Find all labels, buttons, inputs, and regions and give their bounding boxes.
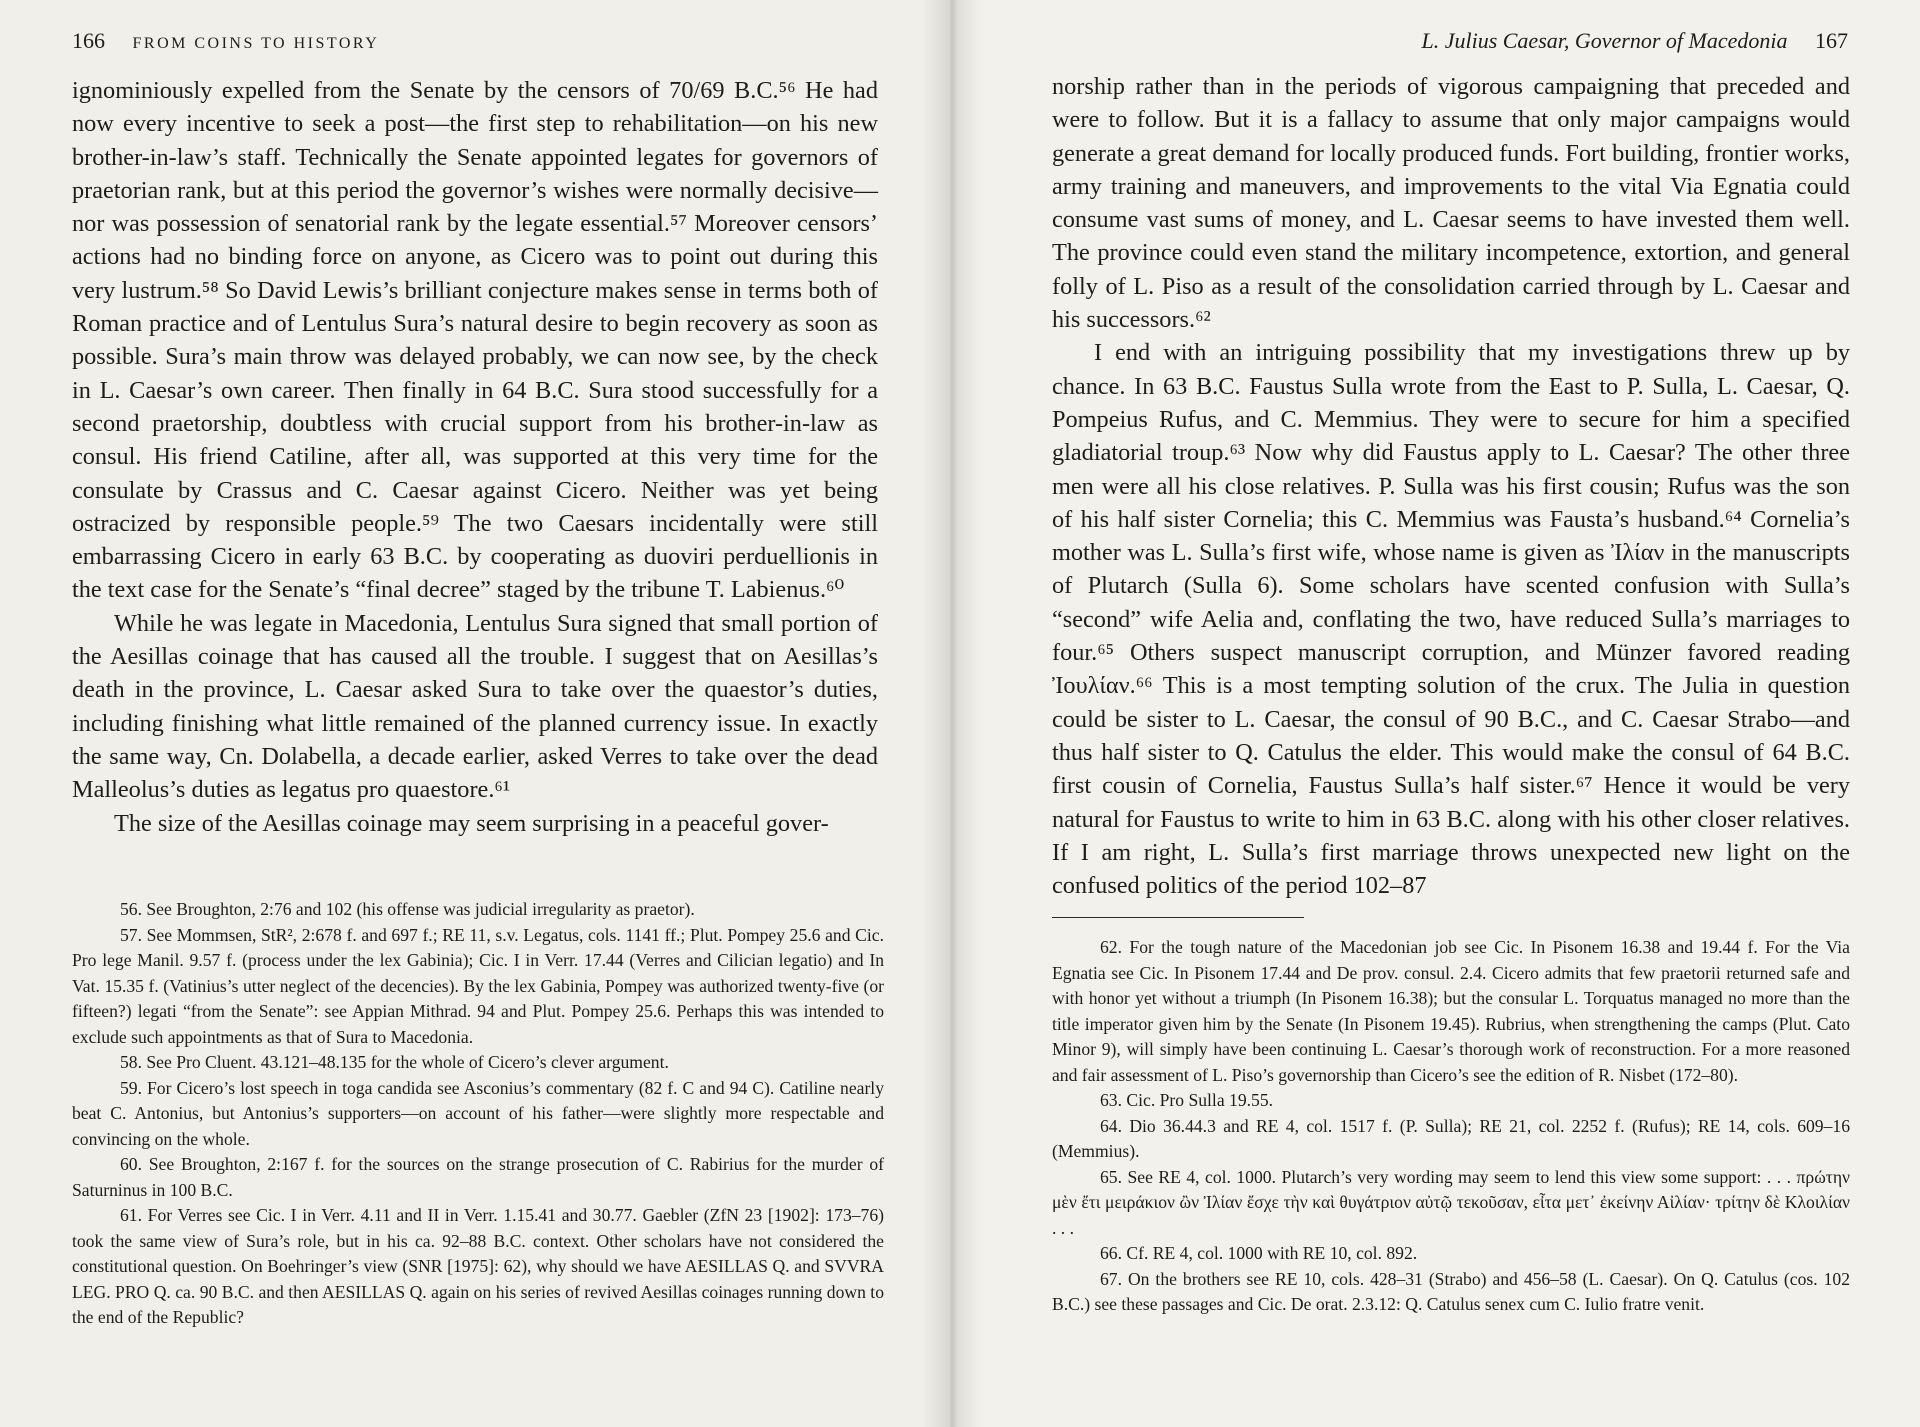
footnote: 56. See Broughton, 2:76 and 102 (his offense was judicial irregularity as praetor).: [120, 899, 695, 919]
footnote: 66. Cf. RE 4, col. 1000 with RE 10, col. 892.: [1100, 1243, 1418, 1263]
right-footnotes: [1052, 935, 1850, 1318]
footnote: 61. For Verres see Cic. I in Verr. 4.11 and II in Verr. 1.15.41 and 30.77. Gaebler (ZfN 23 [1902]: 173–76) took the same view of Sura’s role, but in his ca. 92–88 B.C. context. Other scholars have not considered the constitutional question. On Boehringer’s view (SNR [1975]: 62), why should we have AESILLAS Q. and SVVRA LEG. PRO Q. ca. 90 B.C. and then AESILLAS Q. again on his series of revived Aesillas coinages running down to the end of the Republic?: [72, 1205, 884, 1327]
footnote: 60. See Broughton, 2:167 f. for the sources on the strange prosecution of C. Rabirius for the murder of Saturninus in 100 B.C.: [72, 1154, 884, 1200]
body-paragraph: The size of the Aesillas coinage may seem surprising in a peaceful gover-: [114, 809, 829, 837]
footnote: 67. On the brothers see RE 10, cols. 428–31 (Strabo) and 456–58 (L. Caesar). On Q. Catulus (cos. 102 B.C.) see these passages and Cic. De orat. 2.3.12: Q. Catulus senex cum C. Iulio fratre venit.: [1052, 1268, 1850, 1314]
footnote: 65. See RE 4, col. 1000. Plutarch’s very wording may seem to lend this view some support: . . . πρώτην μὲν ἔτι μειράκιον ὢν Ἰλίαν ἔσχε τὴν καὶ θυγάτριον αὐτῷ τεκοῦσαν, εἶτα μετ᾽ ἐκείνην Αἰλίαν· τρίτην δὲ Κλοιλίαν . . .: [1052, 1166, 1850, 1238]
body-paragraph: I end with an intriguing possibility that my investigations threw up by chance. In 63 B.C. Faustus Sulla wrote from the East to P. Sulla, L. Caesar, Q. Pompeius Rufus, and C. Memmius. They were to secure for him a specified gladiatorial troup.⁶³ Now why did Faustus apply to L. Caesar? The other three men were all his close relatives. P. Sulla was his first cousin; Rufus was the son of his half sister Cornelia; this C. Memmius was Fausta’s husband.⁶⁴ Cornelia’s mother was L. Sulla’s first wife, whose name is given as Ἰλίαν in the manuscripts of Plutarch (Sulla 6). Some scholars have scented confusion with Sulla’s “second” wife Aelia and, conflating the two, have reduced Sulla’s marriages to four.⁶⁵ Others suspect manuscript corruption, and Münzer favored reading Ἰουλίαν.⁶⁶ This is a most tempting solution of the crux. The Julia in question could be sister to L. Caesar, the consul of 90 B.C., and C. Caesar Strabo—and thus half sister to Q. Catulus the elder. This would make the consul of 64 B.C. first cousin of Cornelia, Faustus Sulla’s half sister.⁶⁷ Hence it would be very natural for Faustus to write to him in 63 B.C. along with his other closer relatives. If I am right, L. Sulla’s first marriage throws unexpected new light on the confused politics of the period 102–87: [1052, 339, 1850, 900]
footnote-rule: [1052, 917, 1304, 918]
body-paragraph: ignominiously expelled from the Senate by the censors of 70/69 B.C.⁵⁶ He had now every incentive to seek a post—the first step to rehabilitation—on his new brother-in-law’s staff. Technically the Senate appointed legates for governors of praetorian rank, but at this period the governor’s wishes were normally decisive—nor was possession of senatorial rank by the legate essential.⁵⁷ Moreover censors’ actions had no binding force on anyone, as Cicero was to point out during this very lustrum.⁵⁸ So David Lewis’s brilliant conjecture makes sense in terms both of Roman practice and of Lentulus Sura’s natural desire to begin recovery as soon as possible. Sura’s main throw was delayed probably, we can now see, by the check in L. Caesar’s own career. Then finally in 64 B.C. Sura stood successfully for a second praetorship, doubtless with crucial support from his brother-in-law as consul. His friend Catiline, after all, was supported at this very time for the consulate by Crassus and C. Caesar against Cicero. Neither was yet being ostracized by responsible people.⁵⁹ The two Caesars incidentally were still embarrassing Cicero in early 63 B.C. by cooperating as duoviri perduellionis in the text case for the Senate’s “final decree” staged by the tribune T. Labienus.⁶⁰: [72, 77, 878, 604]
left-running-head: [72, 28, 379, 54]
right-body-text: [1052, 70, 1850, 902]
left-body-text: [72, 74, 878, 840]
footnote: 63. Cic. Pro Sulla 19.55.: [1100, 1090, 1274, 1110]
left-footnotes: [72, 897, 884, 1331]
footnote: 57. See Mommsen, StR², 2:678 f. and 697 f.; RE 11, s.v. Legatus, cols. 1141 ff.; Plut. Pompey 25.6 and Cic. Pro lege Manil. 9.57 f. (process under the lex Gabinia); Cic. I in Verr. 17.44 (Verres and Cilician legatio) and In Vat. 15.35 f. (Vatinius’s utter neglect of the decencies). By the lex Gabinia, Pompey was authorized twenty-five (or fifteen?) legati “from the Senate”: see Appian Mithrad. 94 and Plut. Pompey 25.6. Perhaps this was intended to exclude such appointments as that of Sura to Macedonia.: [72, 924, 884, 1047]
body-paragraph: norship rather than in the periods of vigorous campaigning that preceded and were to follow. But it is a fallacy to assume that only major campaigns would generate a great demand for locally produced funds. Fort building, frontier works, army training and maneuvers, and improvements to the vital Via Egnatia could consume vast sums of money, and L. Caesar seems to have invested them well. The province could even stand the military incompetence, extortion, and general folly of L. Piso as a result of the consolidation carried through by L. Caesar and his successors.⁶²: [1052, 73, 1850, 334]
right-page-number: 167: [1815, 28, 1848, 53]
footnote: 64. Dio 36.44.3 and RE 4, col. 1517 f. (P. Sulla); RE 21, col. 2252 f. (Rufus); RE 14, cols. 609–16 (Memmius).: [1052, 1115, 1850, 1161]
body-paragraph: While he was legate in Macedonia, Lentulus Sura signed that small portion of the Aesillas coinage that has caused all the trouble. I suggest that on Aesillas’s death in the province, L. Caesar asked Sura to take over the quaestor’s duties, including finishing what little remained of the planned currency issue. In exactly the same way, Cn. Dolabella, a decade earlier, asked Verres to take over the dead Malleolus’s duties as legatus pro quaestore.⁶¹: [72, 609, 878, 804]
book-title: FROM COINS TO HISTORY: [132, 35, 380, 52]
footnote: 58. See Pro Cluent. 43.121–48.135 for the whole of Cicero’s clever argument.: [120, 1052, 669, 1072]
book-gutter: [922, 0, 982, 1427]
right-running-head: [1421, 28, 1848, 54]
footnote: 59. For Cicero’s lost speech in toga candida see Asconius’s commentary (82 f. C and 94 C). Catiline nearly beat C. Antonius, but Antonius’s supporters—on account of his father—were slightly more respectable and convincing on the whole.: [72, 1077, 884, 1149]
chapter-title: L. Julius Caesar, Governor of Macedonia: [1421, 28, 1788, 53]
footnote: 62. For the tough nature of the Macedonian job see Cic. In Pisonem 16.38 and 19.44 f. For the Via Egnatia see Cic. In Pisonem 17.44 and De prov. consul. 2.4. Cicero admits that few praetorii returned safe and with honor yet without a triumph (In Pisonem 16.38); but the consular L. Torquatus managed no more than the title imperator given him by the Senate (In Pisonem 19.45). Rubrius, when strengthening the camps (Plut. Cato Minor 9), will simply have been continuing L. Caesar’s thorough work of reconstruction. For a more reasoned and fair assessment of L. Piso’s governorship than Cicero’s see the edition of R. Nisbet (172–80).: [1052, 937, 1850, 1085]
left-page-number: 166: [72, 28, 105, 53]
